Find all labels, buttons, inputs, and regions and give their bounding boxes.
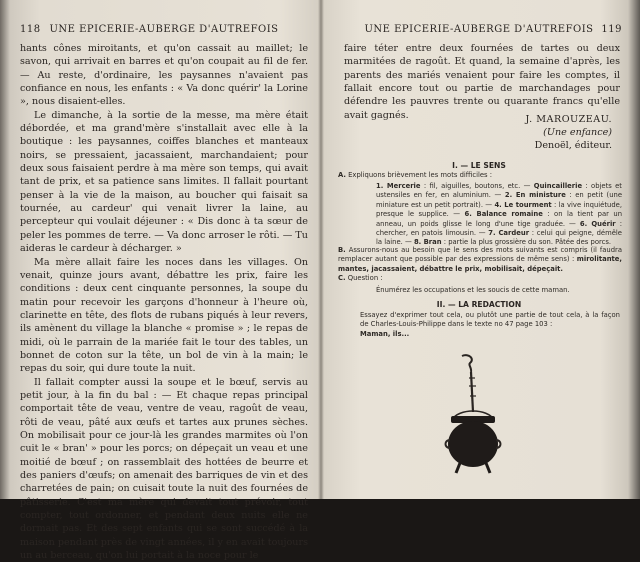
signature (526, 113, 612, 152)
paragraph: Ma mère allait faire les noces dans les villages. On venait, quinze jours avant, débattre les prix, faire les conditions : deux cent cinquante personnes, la soupe du matin pour recevoir les garçons d'honneur à l'heure où, clarinette en tête, des flots de rubans piqués à leur revers, ils amènent du village la blanche « promise » ; le repas de midi, où le parrain de la mariée fait le tour des tables, un bonnet de coton sur la tête, un bol de vin à la main; le repas du soir, qui dure toute la nuit. (20, 256, 308, 375)
glossary-term: 2. En ministure (504, 191, 566, 200)
exercise-b-text: Assurons-nous au besoin que le sens des mots suivants est compris (il faudra remplacer autant que possible par des expressions de même sens) : (338, 246, 622, 264)
left-page (14, 0, 314, 562)
paragraph: Il fallait compter aussi la soupe et le bœuf, servis au petit jour, à la fin du bal : — Et chaque repas principal comportait tête de veau, ventre de veau, ragoût de veau, rôti de veau, pâté aux œufs et tartes aux prunes sèches. On mobilisait pour ce jour-là les grandes marmites où l'on cuit le « bran' » pour les porcs; on dépeçait un veau et une moitié de bœuf ; on rassemblait des hottées de beurre et des paniers d'œufs; on amenait des barriques de vin et des charretées de pain; on cuisait toute la nuit des fournées de pâtisserie. C'est ma mère qui devait tout prévoir, tout compter, tout ordonner, et pendant deux nuits elle ne dormait pas. Et des sept enfants qui se sont succédé à la maison pendant près de vingt années, il y en avait toujours un au berceau, qu'on lui portait à la noce pour le (20, 376, 308, 562)
right-page (330, 0, 628, 499)
right-page-header (334, 24, 624, 38)
page-number: 119 (601, 24, 622, 35)
running-title: UNE EPICERIE-AUBERGE D'AUTREFOIS (364, 24, 594, 35)
running-title: UNE EPICERIE-AUBERGE D'AUTREFOIS (49, 24, 279, 35)
paragraph: faire téter entre deux fournées de tartes ou deux marmitées de ragoût. Et quand, la semaine d'après, les parents des mariés venaient pour faire les comptes, il fallait encore tout ou partie de marchandages pour défendre les pauvres trente ou quarante francs qu'elle avait gagnés. (344, 43, 620, 121)
exercise-b-words: mirolitante, mantes, jacassaient, débattre le prix, mobilisait, dépeçait. (338, 255, 622, 273)
glossary-definition: : objets et ustensiles en fer, en aluminium. — (376, 182, 622, 200)
pot-icon (446, 411, 501, 473)
glossary-definition: : fil, aiguilles, boutons, etc. — (423, 182, 531, 190)
glossary-definition: : celui qui peigne, démêle la laine. — (376, 229, 622, 247)
exercise-c-label: C. (338, 274, 346, 282)
glossary-term: 6. Quérir (579, 219, 616, 228)
glossary-definition: : partie la plus grossière du son. Pâtée des porcs. (443, 238, 612, 247)
redaction-start: Maman, ils... (360, 330, 410, 338)
exercise-a (338, 171, 620, 180)
section-title-sens: I. — LE SENS (452, 161, 506, 170)
paragraph: hants cônes miroitants, et qu'on cassait au maillet; le savon, qui arrivait en barres et qu'on coupait au fil de fer. — Au reste, d'ordinaire, les paysannes n'avaient pas confiance en nous, les enfants : « Va donc quérir' la Lorine », nous disaient-elles. (20, 43, 308, 108)
glossary (376, 182, 622, 248)
glossary-term: Quincaillerie (533, 182, 583, 190)
glossary-definition: : la vive inquiétude, presque le supplice. — (376, 200, 622, 219)
exercise-c (338, 274, 383, 283)
page-number: 118 (20, 24, 41, 35)
section-title-redaction: II. — LA REDACTION (436, 300, 522, 309)
glossary-term: 8. Bran (413, 238, 442, 247)
redaction-instructions: Essayez d'exprimer tout cela, ou plutôt une partie de tout cela, à la façon de Charles-Louis-Philippe dans le texte no 47 page 103 : (360, 311, 620, 329)
exercise-b-label: B. (338, 246, 346, 254)
paragraph: Le dimanche, à la sortie de la messe, ma mère était débordée, et ma grand'mère s'installait avec elle à la boutique : les paysannes, coiffes blanches et manteaux noirs, se pressaient, jacassaient, marchandaient; pour deux sous faisaient perdre à ma mère son temps, qui avait tant de prix, et sa patience sans limites. Il fallait pourtant penser à la vie de la maison, au boucher qui faisait sa tournée, au cardeur' qui venait livrer la laine, au percepteur qui voulait déjeuner : « Dis donc à ta sœur de peler les pommes de terre. — Va donc arroser le rôti. — Tu aideras le cardeur à décharger. » (20, 109, 308, 255)
glossary-term: 7. Cardeur (488, 229, 530, 238)
work-title: (Une enfance) (543, 127, 612, 138)
exercise-c-question: Énumérez les occupations et les soucis de cette maman. (376, 286, 570, 294)
glossary-definition: : on la tient par un anneau, un poids glisse le long d'une tige graduée. — (376, 210, 622, 228)
left-page-header (18, 24, 310, 38)
author-name: J. MAROUZEAU. (525, 114, 612, 125)
glossary-definition: : chercher, en patois limousin. — (376, 219, 622, 238)
exercise-c-text: Question : (347, 274, 383, 282)
glossary-definition: : en petit (une miniature est un petit portrait). — (376, 191, 623, 209)
exercise-a-label: A. (338, 171, 346, 179)
left-body-text (20, 42, 308, 562)
exercise-a-text: Expliquons brièvement les mots difficiles : (348, 171, 493, 179)
glossary-term: 4. Le tourment (494, 200, 552, 209)
right-body-text (344, 42, 620, 122)
glossary-term: 6. Balance romaine (464, 210, 543, 219)
cooking-pot-illustration (442, 354, 504, 478)
publisher: Denoël, éditeur. (534, 140, 612, 151)
glossary-term: 1. Mercerie (376, 182, 421, 190)
exercise-b (338, 246, 622, 274)
pot-hook-icon (462, 355, 476, 412)
